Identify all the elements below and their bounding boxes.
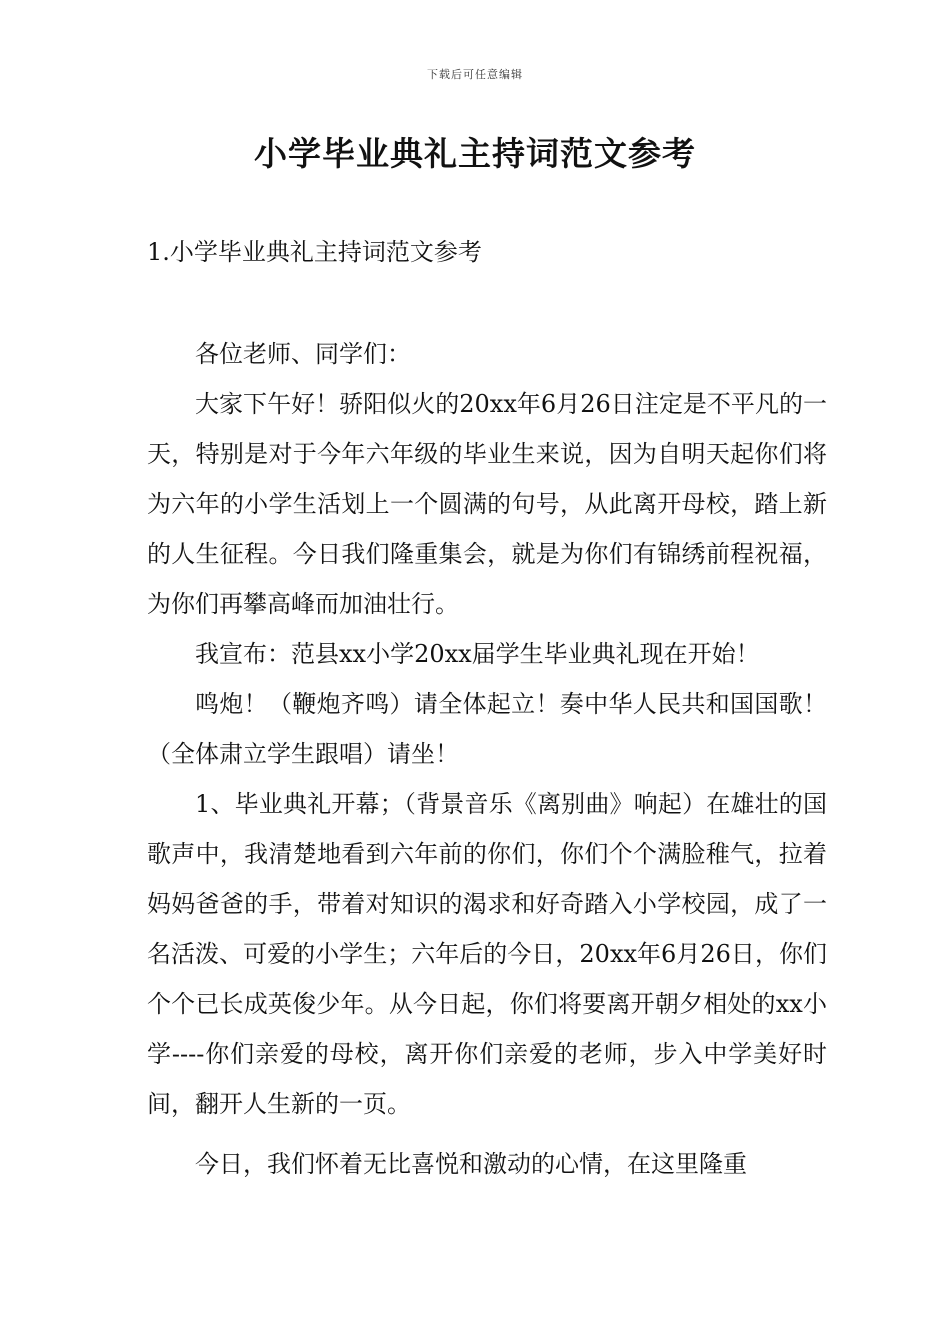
paragraph: 鸣炮！（鞭炮齐鸣）请全体起立！奏中华人民共和国国歌！（全体肃立学生跟唱）请坐！ [147, 690, 827, 768]
header-note: 下载后可任意编辑 [427, 68, 523, 81]
paragraph: 1、毕业典礼开幕；（背景音乐《离别曲》响起）在雄壮的国歌声中，我清楚地看到六年前的你们，你们个个满脸稚气，拉着妈妈爸爸的手，带着对知识的渴求和好奇踏入小学校园，成了一名活泼、可爱的小学生；六年后的今日，20xx年6月26日，你们个个已长成英俊少年。从今日起，你们将要离开朝夕相处的xx小学----你们亲爱的母校，离开你们亲爱的老师，步入中学美好时间，翻开人生新的一页。 [147, 790, 827, 1118]
paragraph: 今日，我们怀着无比喜悦和激动的心情，在这里隆重 [195, 1150, 747, 1178]
section-heading: 1.小学毕业典礼主持词范文参考 [147, 238, 482, 266]
paragraph: 我宣布：范县xx小学20xx届学生毕业典礼现在开始！ [195, 640, 760, 668]
document-title: 小学毕业典礼主持词范文参考 [254, 134, 696, 173]
paragraph-salutation: 各位老师、同学们： [195, 340, 411, 368]
paragraph: 大家下午好！骄阳似火的20xx年6月26日注定是不平凡的一天，特别是对于今年六年级的毕业生来说，因为自明天起你们将为六年的小学生活划上一个圆满的句号，从此离开母校，踏上新的人生征程。今日我们隆重集会，就是为你们有锦绣前程祝福，为你们再攀高峰而加油壮行。 [147, 390, 827, 618]
document-body [147, 329, 827, 1189]
